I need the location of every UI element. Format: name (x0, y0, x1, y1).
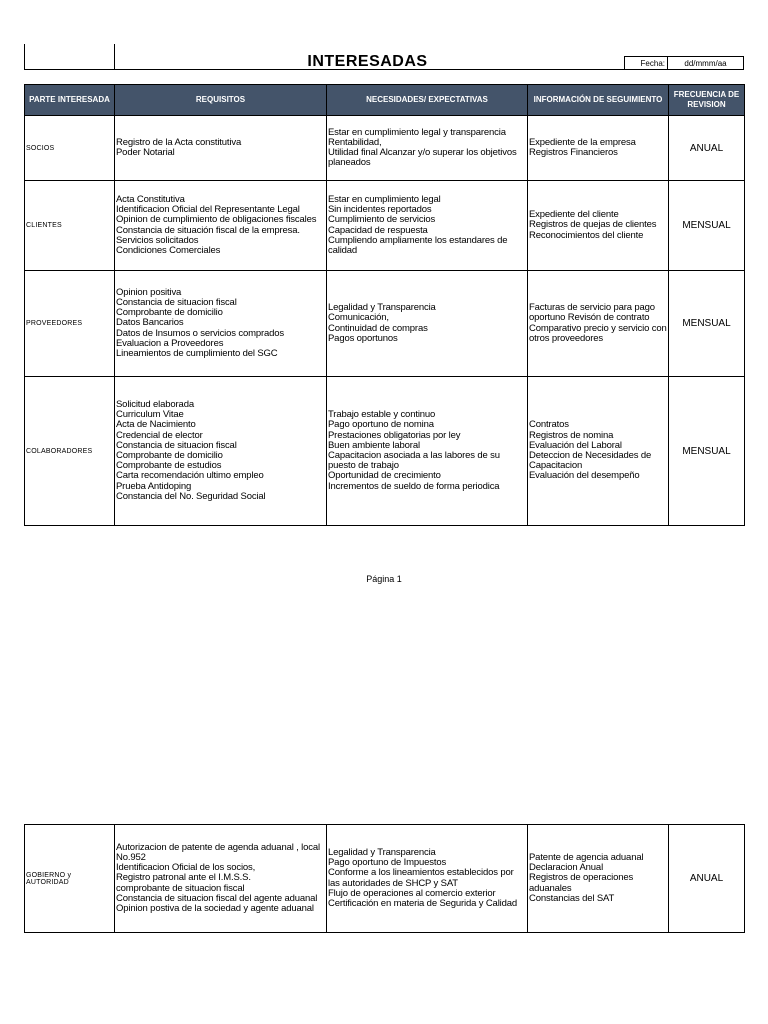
fecha-label: Fecha: (624, 56, 668, 70)
list-item: Registros de nomina (529, 429, 614, 441)
frecuencia-cell: ANUAL (669, 116, 745, 181)
party-cell: PROVEEDORES (25, 271, 115, 377)
necesidades-cell (327, 825, 528, 933)
list-item: Deteccion de Necesidades de Capacitacion (529, 450, 652, 472)
list-item: Lineamientos de cumplimiento del SGC (116, 348, 278, 359)
list-item: Trabajo estable y continuo (328, 409, 436, 421)
list-item: Datos Bancarios (116, 317, 184, 329)
column-header-requisitos: REQUISITOS (115, 85, 327, 116)
frecuencia-cell: ANUAL (669, 825, 745, 933)
header-bottom-border (24, 69, 624, 70)
list-item: comprobante de situacion fiscal (116, 882, 245, 894)
list-item: Servicios solicitados (116, 234, 199, 246)
list-item: Buen ambiente laboral (328, 439, 420, 451)
table-row (25, 377, 745, 526)
list-item: Registros de operaciones aduanales (529, 872, 634, 894)
requisitos-cell (115, 271, 327, 377)
list-item: Opinion postiva de la sociedad y agente aduanal (116, 903, 314, 914)
frecuencia-cell: MENSUAL (669, 181, 745, 271)
list-item: Comprobante de domicilio (116, 450, 223, 461)
list-item: Identificacion Oficial de los socios, (116, 862, 256, 874)
column-header-frecuencia: FRECUENCIA DE REVISION (669, 85, 745, 116)
list-item: Pagos oportunos (328, 332, 398, 344)
list-item: Constancia de situación fiscal de la empresa. (116, 224, 300, 236)
list-item: Rentabilidad, (328, 136, 382, 148)
list-item: Sin incidentes reportados (328, 204, 432, 216)
requisitos-cell (115, 116, 327, 181)
list-item: Prestaciones obligatorias por ley (328, 429, 461, 441)
column-header-seguimiento: INFORMACIÓN DE SEGUIMIENTO (528, 85, 669, 116)
list-item: Oportunidad de crecimiento (328, 470, 441, 482)
list-item: Incrementos de sueldo de forma periodica (328, 480, 500, 492)
list-item: Registro patronal ante el I.M.S.S. (116, 872, 251, 884)
list-item: Poder Notarial (116, 147, 175, 158)
list-item: Capacidad de respuesta (328, 224, 428, 236)
list-item: Conforme a los lineamientos establecidos por las autoridades de SHCP y SAT (328, 867, 514, 889)
list-item: Contratos (529, 419, 569, 431)
stakeholders-table-continued (24, 824, 745, 933)
requisitos-cell (115, 377, 327, 526)
list-item: Curriculum Vitae (116, 409, 184, 421)
list-item: Estar en cumplimiento legal (328, 193, 441, 205)
list-item: Pago oportuno de nomina (328, 419, 434, 431)
list-item: Constancias del SAT (529, 892, 615, 904)
column-header-necesidades: NECESIDADES/ EXPECTATIVAS (327, 85, 528, 116)
list-item: Opinion de cumplimiento de obligaciones fiscales (116, 214, 317, 226)
list-item: Facturas de servicio para pago oportuno Revisón de contrato (529, 302, 655, 324)
list-item: Solicitud elaborada (116, 398, 194, 410)
necesidades-cell (327, 377, 528, 526)
page-number: Página 1 (366, 574, 402, 584)
list-item: Registro de la Acta constitutiva (116, 136, 242, 148)
party-cell: CLIENTES (25, 181, 115, 271)
list-item: Cumpliendo ampliamente los estandares de calidad (328, 234, 508, 256)
table-row (25, 825, 745, 933)
list-item: Datos de Insumos o servicios comprados (116, 327, 285, 339)
party-cell: SOCIOS (25, 116, 115, 181)
list-item: Patente de agencia aduanal (529, 851, 644, 863)
list-item: Prueba Antidoping (116, 480, 192, 492)
list-item: Capacitacion asociada a las labores de su puesto de trabajo (328, 450, 500, 472)
column-header-parte-interesada: PARTE INTERESADA (25, 85, 115, 116)
party-cell: COLABORADORES (25, 377, 115, 526)
necesidades-cell (327, 181, 528, 271)
seguimiento-cell (528, 116, 669, 181)
list-item: Condiciones Comerciales (116, 244, 221, 256)
list-item: Pago oportuno de Impuestos (328, 857, 447, 869)
list-item: Constancia del No. Seguridad Social (116, 490, 266, 502)
list-item: Acta de Nacimiento (116, 419, 196, 431)
list-item: Declaracion Anual (529, 862, 604, 874)
frecuencia-cell: MENSUAL (669, 377, 745, 526)
list-item: Evaluacion a Proveedores (116, 337, 224, 349)
table-row (25, 271, 745, 377)
list-item: Autorizacion de patente de agenda aduanal , local No.952 (116, 841, 320, 863)
list-item: Utilidad final Alcanzar y/o superar los objetivos planeados (328, 147, 517, 169)
list-item: Flujo de operaciones al comercio exterior (328, 887, 496, 899)
list-item: Comparativo precio y servicio con otros proveedores (529, 322, 667, 344)
fecha-value: dd/mmm/aa (667, 56, 744, 70)
list-item: Identificacion Oficial del Representante Legal (116, 204, 300, 216)
list-item: Constancia de situacion fiscal (116, 296, 237, 308)
seguimiento-cell (528, 377, 669, 526)
seguimiento-cell (528, 825, 669, 933)
list-item: Estar en cumplimiento legal y transparencia (328, 126, 506, 138)
list-item: Registros de quejas de clientes (529, 219, 657, 231)
seguimiento-cell (528, 271, 669, 377)
list-item: Registros Financieros (529, 147, 618, 158)
necesidades-cell (327, 116, 528, 181)
list-item: Reconocimientos del cliente (529, 229, 644, 241)
table-row (25, 181, 745, 271)
header-left-border (24, 44, 25, 70)
list-item: Legalidad y Transparencia (328, 846, 436, 858)
list-item: Expediente de la empresa (529, 136, 636, 148)
list-item: Acta Constitutiva (116, 193, 185, 205)
party-cell: GOBIERNO y AUTORIDAD (25, 825, 115, 933)
document-title: INTERESADAS (307, 53, 428, 66)
list-item: Constancia de situacion fiscal del agente aduanal (116, 892, 318, 904)
list-item: Comprobante de domicilio (116, 307, 223, 319)
table-row (25, 116, 745, 181)
necesidades-cell (327, 271, 528, 377)
list-item: Certificación en materia de Segurida y Calidad (328, 897, 518, 909)
requisitos-cell (115, 181, 327, 271)
list-item: Carta recomendación ultimo empleo (116, 470, 264, 482)
list-item: Evaluación del desempeño (529, 470, 640, 482)
stakeholders-table (24, 84, 745, 526)
list-item: Comprobante de estudios (116, 460, 222, 472)
list-item: Cumplimiento de servicios (328, 214, 436, 226)
table-header-row (25, 85, 745, 116)
requisitos-cell (115, 825, 327, 933)
list-item: Opinion positiva (116, 286, 182, 298)
list-item: Expediente del cliente (529, 209, 619, 221)
seguimiento-cell (528, 181, 669, 271)
list-item: Credencial de elector (116, 429, 203, 441)
list-item: Comunicación, (328, 312, 389, 324)
list-item: Evaluación del Laboral (529, 439, 622, 451)
list-item: Continuidad de compras (328, 322, 428, 334)
frecuencia-cell: MENSUAL (669, 271, 745, 377)
list-item: Constancia de situacion fiscal (116, 439, 237, 451)
list-item: Legalidad y Transparencia (328, 302, 436, 314)
